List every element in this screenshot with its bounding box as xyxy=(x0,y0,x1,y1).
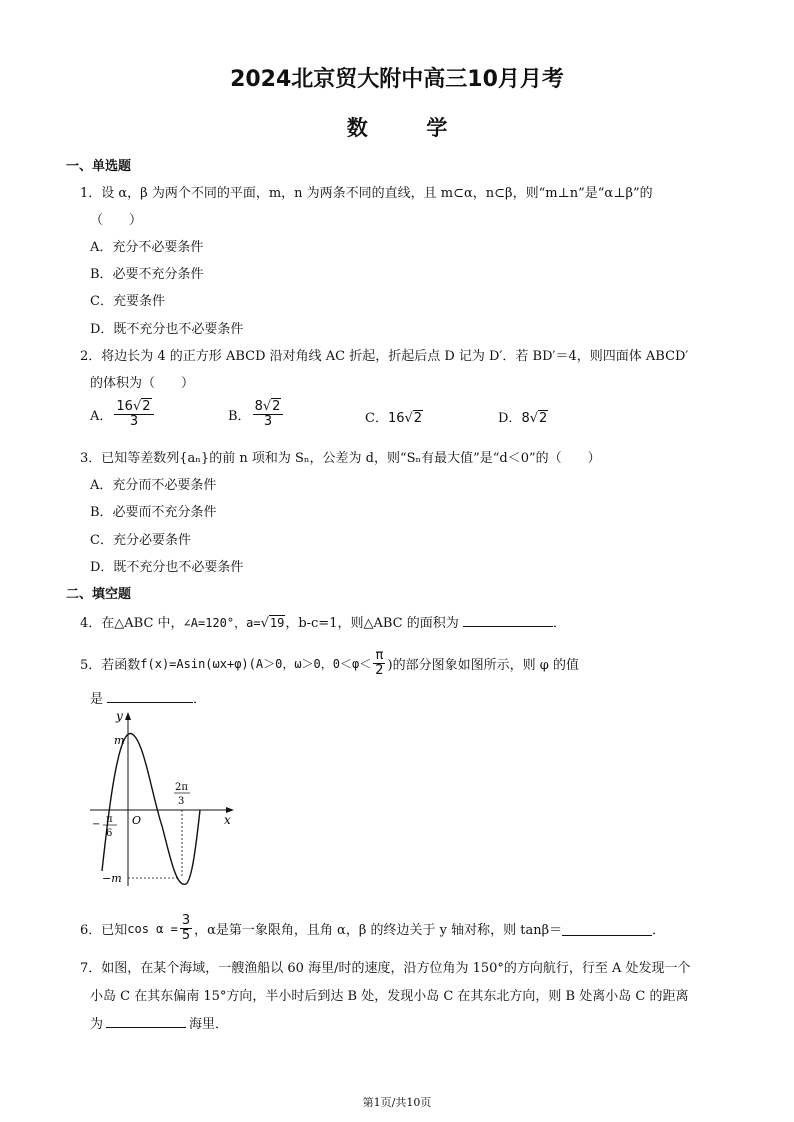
q1-option-a: A．充分不必要条件 xyxy=(90,240,204,255)
neg-pi6-num: π xyxy=(106,814,113,825)
subject-heading xyxy=(0,112,794,142)
q1-option-c: C．充要条件 xyxy=(90,294,165,309)
y-axis-arrow xyxy=(125,712,131,720)
fraction: $\frac{\pi}{2}$ xyxy=(375,648,384,678)
q2-option-c: C．16√2 xyxy=(365,411,423,426)
fraction: $\frac{3}{5}$ xyxy=(181,913,191,943)
q7-answer-blank[interactable] xyxy=(106,1013,186,1028)
x-axis-label: x xyxy=(224,813,231,827)
q6-stem: 6．已知 cos α = $\frac{3}{5}$ ，α是第一象限角，且角 α，β 的终边关于 y 轴对称，则 tanβ＝ ． xyxy=(80,913,666,943)
q2-stem-line2: 的体积为（ ） xyxy=(90,376,195,391)
sine-graph xyxy=(82,706,252,896)
page-footer: 第1页/共10页 xyxy=(362,1096,432,1109)
neg-sign: − xyxy=(92,819,101,830)
subject-char-2: 学 xyxy=(426,116,448,140)
q1-stem-line2: （ ） xyxy=(90,213,143,228)
y-axis-label: y xyxy=(116,709,123,723)
fraction: $\frac{8√2}{3}$ xyxy=(253,400,284,429)
q7-stem-line2: 小岛 C 在其东偏南 15°方向，半小时后到达 B 处，发现小岛 C 在其东北方向，则 B 处离小岛 C 的距离 xyxy=(90,989,689,1004)
page-title: 2024北京贸大附中高三10月月考 xyxy=(230,67,564,92)
q4-stem: 4．在△ABC 中，∠A=120°，a=√19，b-c=1，则△ABC 的面积为 ． xyxy=(80,612,566,631)
fraction: $\frac{16√2}{3}$ xyxy=(114,400,153,429)
q2-option-a: A． $\frac{16√2}{3}$ xyxy=(90,400,156,429)
q2-option-b: B． $\frac{8√2}{3}$ xyxy=(228,400,285,429)
section-heading-fill-blank: 二、填空题 xyxy=(66,587,132,602)
q5-answer-blank[interactable] xyxy=(107,688,193,703)
q4-answer-blank[interactable] xyxy=(463,612,553,627)
sine-curve xyxy=(102,734,200,885)
q7-stem-line1: 7．如图，在某个海域，一艘渔船以 60 海里/时的速度，沿方位角为 150°的方向航行，行至 A 处发现一个 xyxy=(80,961,691,976)
q3-option-c: C．充分必要条件 xyxy=(90,533,191,548)
q5-stem-line2: 是 ． xyxy=(90,688,206,707)
neg-pi6-den: 6 xyxy=(106,828,113,839)
q6-answer-blank[interactable] xyxy=(562,921,652,936)
q7-stem-line3: 为 海里． xyxy=(90,1013,228,1032)
m-label: m xyxy=(114,734,125,747)
q3-option-b: B．必要而不充分条件 xyxy=(90,505,217,520)
subject-char-1: 数 xyxy=(346,116,368,140)
neg-m-label: −m xyxy=(102,872,122,885)
q3-option-d: D．既不充分也不必要条件 xyxy=(90,560,244,575)
q1-option-d: D．既不充分也不必要条件 xyxy=(90,322,244,337)
q3-option-a: A．充分而不必要条件 xyxy=(90,478,217,493)
q5-stem: 5．若函数 f(x)=Asin(ωx+φ)(A＞0，ω＞0，0＜φ＜ $\frac{\pi}{2}$ )的部分图象如图所示，则 φ 的值 xyxy=(80,648,579,678)
q1-stem-line1: 1．设 α，β 为两个不同的平面，m，n 为两条不同的直线，且 m⊂α，n⊂β，则“m⊥n”是“α⊥β”的 xyxy=(80,186,653,201)
two-pi3-den: 3 xyxy=(178,796,185,807)
q3-stem: 3．已知等差数列{aₙ}的前 n 项和为 Sₙ，公差为 d，则“Sₙ有最大值”是“d＜0”的（ ） xyxy=(80,451,601,466)
section-heading-single-choice: 一、单选题 xyxy=(66,159,132,174)
q2-stem-line1: 2．将边长为 4 的正方形 ABCD 沿对角线 AC 折起，折起后点 D 记为 D′．若 BD′＝4，则四面体 ABCD′ xyxy=(80,349,689,364)
q2-option-d: D．8√2 xyxy=(498,411,548,426)
q1-option-b: B．必要不充分条件 xyxy=(90,267,204,282)
two-pi3-num: 2π xyxy=(175,782,188,793)
origin-label: O xyxy=(132,814,142,827)
